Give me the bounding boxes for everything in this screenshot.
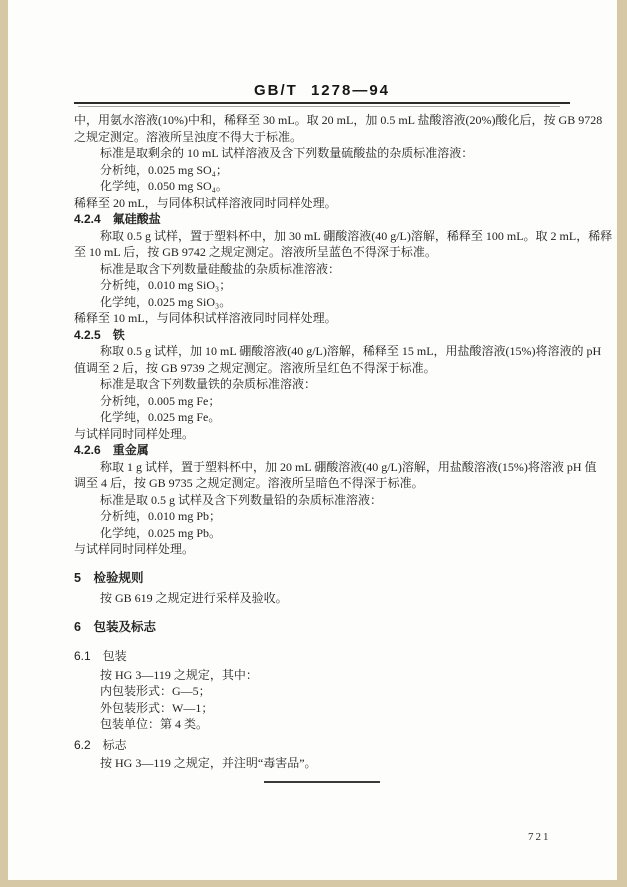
body-line: 分析纯，0.005 mg Fe； — [100, 393, 221, 408]
body-line: 按 HG 3—119 之规定，其中： — [100, 667, 258, 682]
body-line: 稀释至 20 mL，与同体积试样溶液同时同样处理。 — [74, 195, 337, 210]
body-line: 称取 0.5 g 试样，置于塑料杯中，加 30 mL 硼酸溶液(40 g/L)溶解，稀释至 100 mL。取 2 mL，稀释 — [100, 228, 613, 243]
body-line: 与试样同时同样处理。 — [74, 542, 195, 556]
body-line: 标准是取 0.5 g 试样及含下列数量铅的杂质标准溶液： — [100, 492, 383, 507]
body-line: 内包装形式：G—5； — [100, 684, 211, 698]
page-number: 721 — [528, 831, 551, 843]
body-line: 标准是取含下列数量铁的杂质标准溶液： — [100, 377, 317, 391]
body-line: 调至 4 后，按 GB 9735 之规定测定。溶液所呈暗色不得深于标准。 — [74, 476, 424, 490]
clause-heading: 4.2.5 铁 — [74, 327, 125, 342]
document-header — [74, 0, 570, 104]
body-line: 标准是取剩余的 10 mL 试样溶液及含下列数量硫酸盐的杂质标准溶液： — [100, 146, 474, 160]
clause-heading: 4.2.6 重金属 — [74, 443, 149, 457]
end-of-document-rule — [264, 781, 380, 783]
body-line: 包装单位：第 4 类。 — [100, 717, 209, 731]
body-line: 外包装形式：W—1； — [100, 700, 214, 715]
body-line: 化学纯，0.025 mg Fe。 — [100, 410, 221, 424]
body-line: 分析纯，0.010 mg SiO₃； — [100, 278, 232, 292]
body-line: 稀释至 10 mL，与同体积试样溶液同时同样处理。 — [74, 311, 337, 325]
section-heading: 6 包装及标志 — [74, 619, 156, 634]
body-line: 标准是取含下列数量硅酸盐的杂质标准溶液： — [100, 261, 341, 276]
clause-heading: 4.2.4 氟硅酸盐 — [74, 212, 161, 226]
clause-heading: 6.2 标志 — [74, 737, 127, 752]
body-line: 按 HG 3—119 之规定，并注明“毒害品”。 — [100, 756, 317, 770]
document-page — [8, 0, 617, 880]
clause-heading: 6.1 包装 — [74, 649, 127, 663]
standard-number: GB/T 1278—94 — [253, 82, 391, 99]
body-line: 称取 1 g 试样，置于塑料杯中，加 20 mL 硼酸溶液(40 g/L)溶解，用盐酸溶液(15%)将溶液 pH 值 — [100, 459, 597, 474]
body-line: 化学纯，0.025 mg SiO₃。 — [100, 294, 232, 309]
body-line: 中，用氨水溶液(10%)中和，稀释至 30 mL。取 20 mL，加 0.5 mL 盐酸溶液(20%)酸化后，按 GB 9728 — [74, 113, 603, 127]
body-line: 分析纯，0.010 mg Pb； — [100, 509, 222, 523]
document-body — [74, 112, 613, 772]
body-line: 至 10 mL 后，按 GB 9742 之规定测定。溶液所呈蓝色不得深于标准。 — [74, 245, 437, 259]
header-rule — [74, 102, 570, 104]
body-line: 值调至 2 后，按 GB 9739 之规定测定。溶液所呈红色不得深于标准。 — [74, 360, 436, 375]
body-line: 称取 0.5 g 试样，加 10 mL 硼酸溶液(40 g/L)溶解，稀释至 15 mL，用盐酸溶液(15%)将溶液的 pH — [100, 344, 602, 358]
body-line: 分析纯，0.025 mg SO₄； — [100, 162, 228, 177]
section-heading: 5 检验规则 — [74, 570, 144, 585]
body-line: 化学纯，0.025 mg Pb。 — [100, 525, 222, 540]
body-line: 与试样同时同样处理。 — [74, 426, 195, 441]
body-line: 之规定测定。溶液所呈浊度不得大于标准。 — [74, 129, 303, 144]
body-line: 化学纯，0.050 mg SO₄。 — [100, 179, 228, 193]
body-line: 按 GB 619 之规定进行采样及验收。 — [100, 591, 288, 605]
